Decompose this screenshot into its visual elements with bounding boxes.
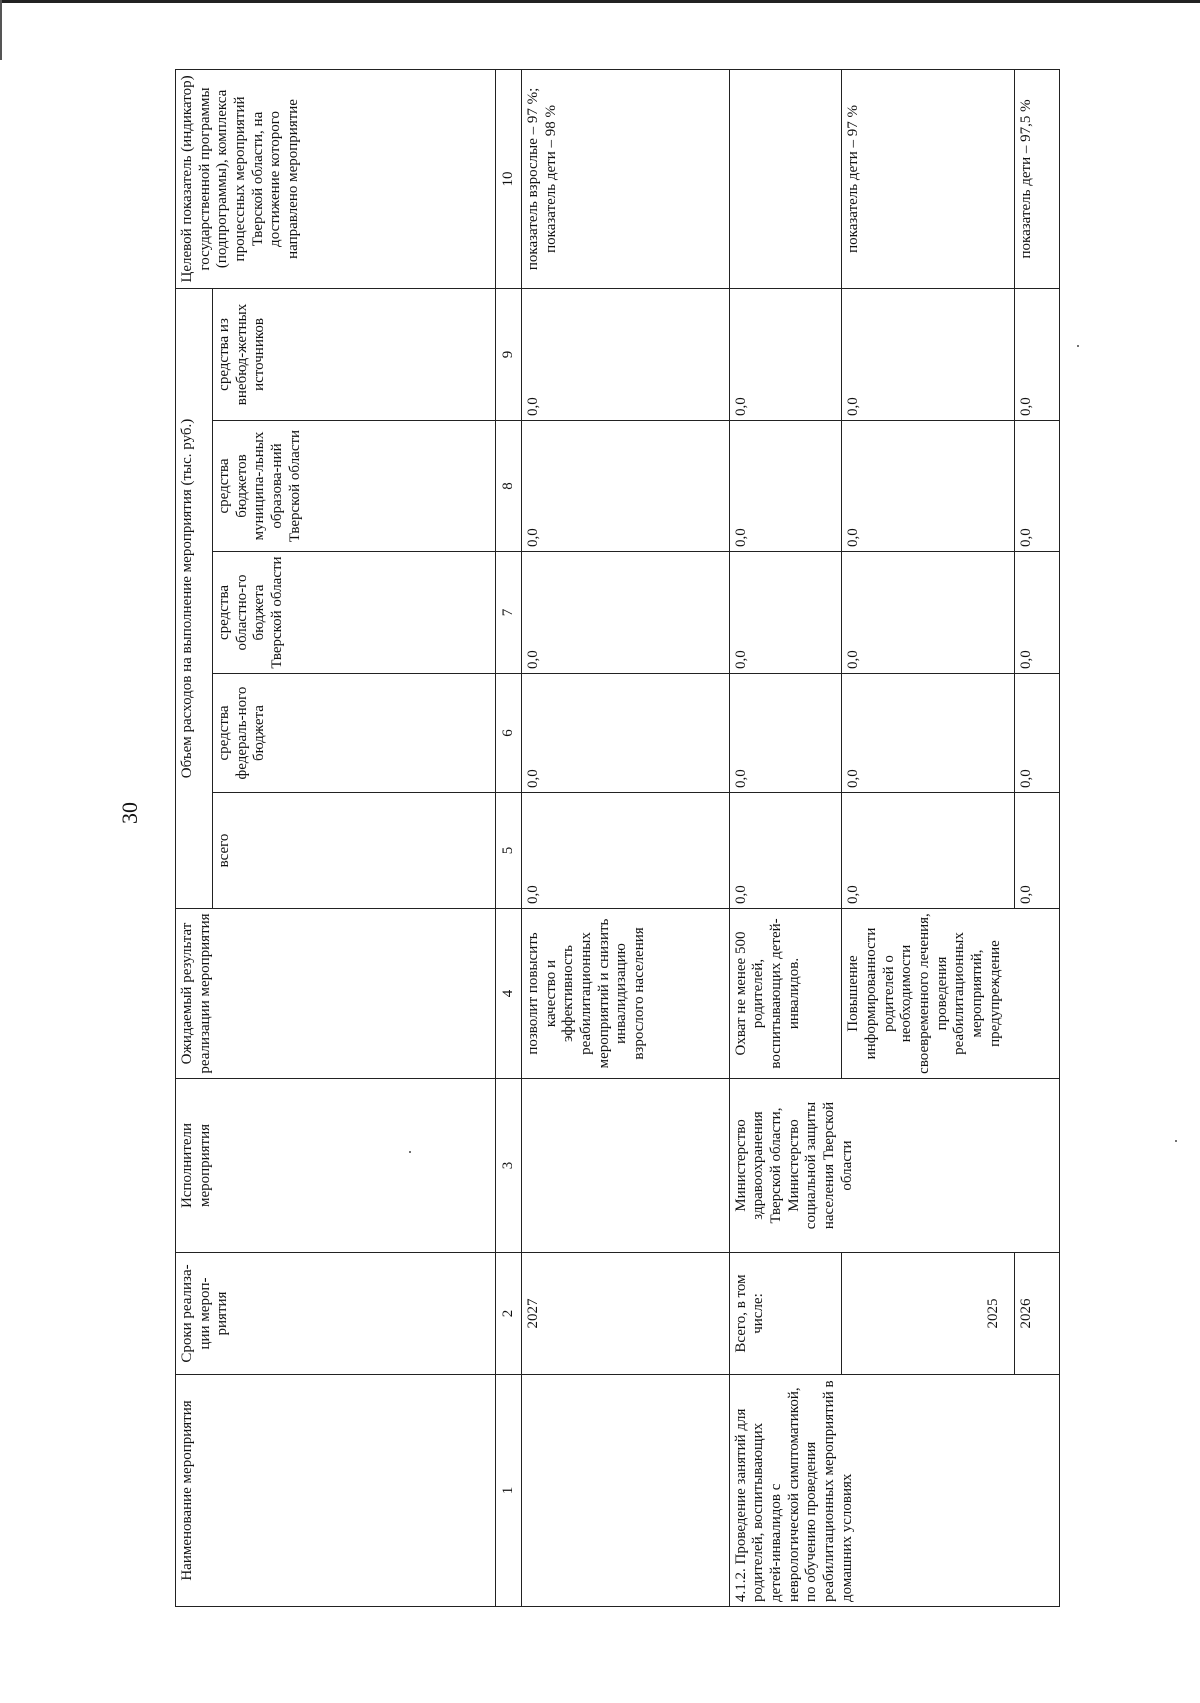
rotated-table-wrapper [175, 70, 1060, 1607]
cell-regional: 0,0 [521, 552, 729, 674]
column-number: 7 [496, 552, 522, 674]
scan-speck [1077, 345, 1079, 347]
page-number: 30 [117, 802, 142, 824]
table-row [729, 69, 842, 1606]
cell-total: 0,0 [521, 793, 729, 909]
table-row [521, 69, 729, 1606]
cell-federal: 0,0 [729, 674, 842, 793]
scan-speck [1175, 1140, 1177, 1142]
header-total: всего [212, 793, 496, 909]
cell-extrabudget: 0,0 [1015, 288, 1060, 420]
header-executors: Исполнители мероприятия [176, 1079, 496, 1253]
cell-name: 4.1.2. Проведение занятий для родителей, воспитывающих детей-инвалидов с неврологической симптоматикой, по обучению проведения реабилитационных мероприятий в домашних условиях [729, 1375, 1059, 1607]
cell-target: показатель взрослые – 97 %; показатель дети – 98 % [521, 69, 729, 288]
header-target: Целевой показатель (индикатор) государственной программы (подпрограммы), комплекса процессных мероприятий Тверской области, на достижение которого направлено мероприятие [176, 69, 496, 288]
events-table [175, 69, 1060, 1607]
column-number: 2 [496, 1253, 522, 1375]
cell-target [729, 69, 842, 288]
cell-regional: 0,0 [1015, 552, 1060, 674]
column-number: 6 [496, 674, 522, 793]
header-name: Наименование мероприятия [176, 1375, 496, 1607]
cell-target: показатель дети – 97,5 % [1015, 69, 1060, 288]
cell-federal: 0,0 [521, 674, 729, 793]
column-number: 5 [496, 793, 522, 909]
header-municipal: средства бюджетов муниципа-льных образова-ний Тверской области [212, 421, 496, 552]
cell-extrabudget: 0,0 [521, 288, 729, 420]
cell-total: 0,0 [729, 793, 842, 909]
cell-target: показатель дети – 97 % [842, 69, 1015, 288]
column-number: 9 [496, 288, 522, 420]
cell-period: 2025 [842, 1253, 1015, 1375]
column-number: 4 [496, 909, 522, 1079]
cell-regional: 0,0 [729, 552, 842, 674]
column-number: 10 [496, 69, 522, 288]
cell-name [521, 1375, 729, 1607]
cell-result: Охват не менее 500 родителей, воспитывающих детей-инвалидов. [729, 909, 842, 1079]
cell-municipal: 0,0 [1015, 421, 1060, 552]
cell-regional: 0,0 [842, 552, 1015, 674]
cell-total: 0,0 [1015, 793, 1060, 909]
header-federal: средства федераль-ного бюджета [212, 674, 496, 793]
cell-municipal: 0,0 [842, 421, 1015, 552]
cell-period: 2027 [521, 1253, 729, 1375]
cell-federal: 0,0 [1015, 674, 1060, 793]
cell-extrabudget: 0,0 [729, 288, 842, 420]
column-number: 8 [496, 421, 522, 552]
cell-executors: Министерство здравоохранения Тверской области, Министерство социальной защиты населения Тверской области [729, 1079, 1059, 1253]
cell-period: 2026 [1015, 1253, 1060, 1375]
cell-municipal: 0,0 [521, 421, 729, 552]
cell-result: позволит повысить качество и эффективность реабилитационных мероприятий и снизить инвалидизацию взрослого населения [521, 909, 729, 1079]
cell-extrabudget: 0,0 [842, 288, 1015, 420]
header-result: Ожидаемый результат реализации мероприятия [176, 909, 496, 1079]
header-extrabudget: средства из внебюд-жетных источников [212, 288, 496, 420]
header-volume-group: Объем расходов на выполнение мероприятия (тыс. руб.) [176, 288, 213, 908]
cell-result: Повышение информированности родителей о необходимости своевременного лечения, проведения реабилитационных мероприятий, предупреждение [842, 909, 1060, 1079]
cell-federal: 0,0 [842, 674, 1015, 793]
cell-municipal: 0,0 [729, 421, 842, 552]
column-number: 1 [496, 1375, 522, 1607]
scan-speck [409, 1151, 411, 1153]
column-number: 3 [496, 1079, 522, 1253]
cell-total: 0,0 [842, 793, 1015, 909]
header-period: Сроки реализа-ции мероп-риятия [176, 1253, 496, 1375]
header-regional: средства областно-го бюджета Тверской области [212, 552, 496, 674]
cell-executors [521, 1079, 729, 1253]
scan-edge [0, 0, 2, 60]
scan-edge [0, 0, 1200, 3]
cell-period: Всего, в том числе: [729, 1253, 842, 1375]
